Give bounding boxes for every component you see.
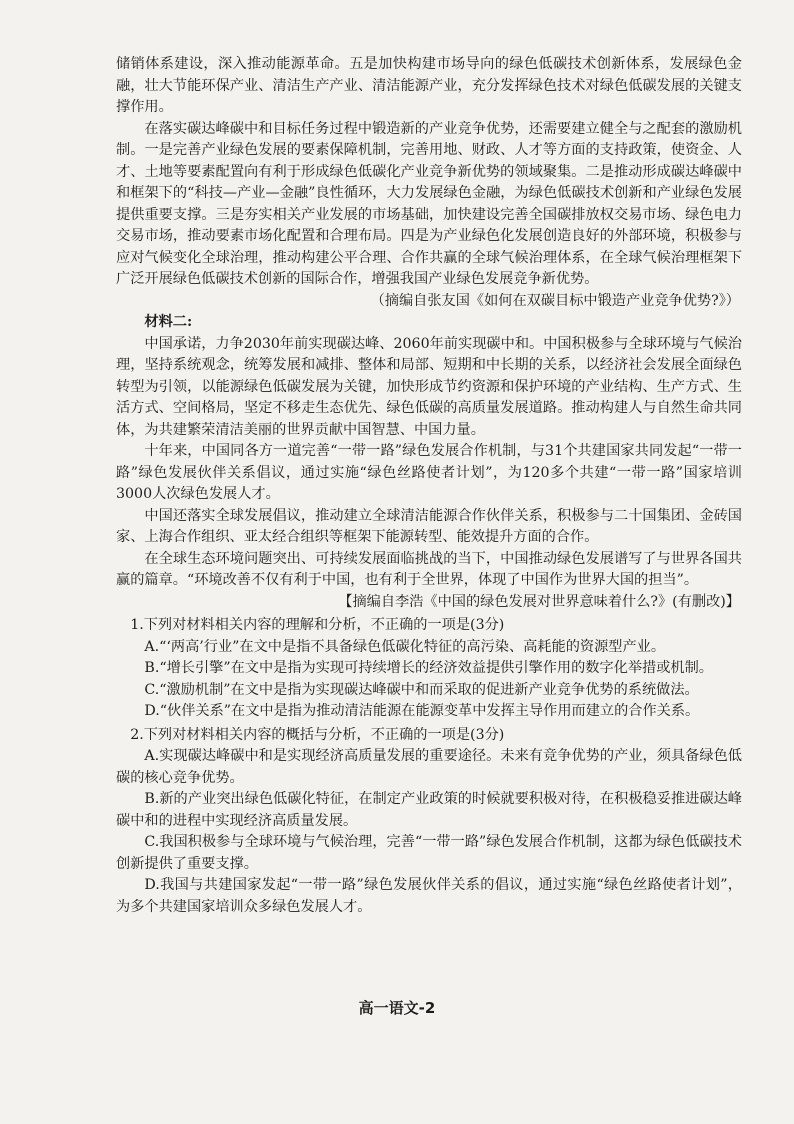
question-2-option-d: D.我国与共建国家发起“一带一路”绿色发展伙伴关系的倡议，通过实施“绿色丝路使者计划”，为多个共建国家培训众多绿色发展人才。 (116, 877, 742, 915)
question-1 (116, 615, 742, 723)
material2-paragraph-4: 在全球生态环境问题突出、可持续发展面临挑战的当下，中国推动绿色发展谱写了与世界各国共赢的篇章。“环境改善不仅有利于中国，也有利于全世界，体现了中国作为世界大国的担当”。 (116, 550, 742, 588)
material2-heading: 材料二: (144, 314, 193, 330)
question-1-option-a: A.“‘两高’行业”在文中是指不具备绿色低碳化特征的高污染、高耗能的资源型产业。 (144, 638, 666, 655)
question-2-option-b: B.新的产业突出绿色低碳化特征，在制定产业政策的时候就要积极对待，在积极稳妥推进碳达峰碳中和的进程中实现经济高质量发展。 (116, 791, 742, 829)
question-1-option-b: B.“增长引擎”在文中是指为实现可持续增长的经济效益提供引擎作用的数字化举措或机制。 (144, 660, 713, 676)
question-2-option-a: A.实现碳达峰碳中和是实现经济高质量发展的重要途径。未来有竞争优势的产业，须具备绿色低碳的核心竞争优势。 (116, 748, 742, 786)
material1-paragraph-1: 储销体系建设，深入推动能源革命。五是加快构建市场导向的绿色低碳技术创新体系，发展绿色金融，壮大节能环保产业、清洁生产产业、清洁能源产业，充分发挥绿色技术对绿色低碳发展的关键支撑作用。 (116, 56, 742, 115)
material2-paragraph-3: 中国还落实全球发展倡议，推动建立全球清洁能源合作伙伴关系，积极参与二十国集团、金砖国家、上海合作组织、亚太经合组织等框架下能源转型、能效提升方面的合作。 (116, 507, 742, 545)
page-footer: 高一语文-2 (358, 999, 436, 1017)
question-2-stem: 2.下列对材料相关内容的概括与分析，不正确的一项是(3分) (130, 726, 505, 743)
material2-paragraph-1: 中国承诺，力争2030年前实现碳达峰、2060年前实现碳中和。中国积极参与全球环境与气候治理，坚持系统观念，统筹发展和减排、整体和局部、短期和中长期的关系，以经济社会发展全面绿色转型为引领，以能源绿色低碳发展为关键，加快形成节约资源和保护环境的产业结构、生产方式、生活方式、空间格局，坚定不移走生态优先、绿色低碳的高质量发展道路。推动构建人与自然生命共同体，为共建繁荣清洁美丽的世界贡献中国智慧、中国力量。 (116, 335, 742, 438)
material1-source: （摘编自张友国《如何在双碳目标中锻造产业竞争优势?》） (370, 292, 740, 309)
material2-paragraph-2: 十年来，中国同各方一道完善“一带一路”绿色发展合作机制，与31个共建国家共同发起“一带一路”绿色发展伙伴关系倡议，通过实施“绿色丝路使者计划”，为120多个共建“一带一路”国家培训3000人次绿色发展人才。 (116, 443, 742, 502)
material2-source: 【摘编自李浩《中国的绿色发展对世界意味着什么?》(有删改)】 (338, 593, 740, 610)
question-2 (116, 725, 742, 919)
question-1-stem: 1.下列对材料相关内容的理解和分析，不正确的一项是(3分) (130, 617, 505, 633)
page-content (116, 54, 742, 918)
question-1-option-d: D.“伙伴关系”在文中是指为推动清洁能源在能源变革中发挥主导作用而建立的合作关系。 (144, 703, 700, 719)
question-1-option-c: C.“激励机制”在文中是指为实现碳达峰碳中和而采取的促进新产业竞争优势的系统做法。 (144, 681, 699, 698)
question-2-option-c: C.我国积极参与全球环境与气候治理，完善“一带一路”绿色发展合作机制，这都为绿色低碳技术创新提供了重要支撑。 (116, 834, 742, 872)
material1-paragraph-2: 在落实碳达峰碳中和目标任务过程中锻造新的产业竞争优势，还需要建立健全与之配套的激励机制。一是完善产业绿色发展的要素保障机制，完善用地、财政、人才等方面的支持政策，使资金、人才、土地等要素配置向有利于形成绿色低碳化产业竞争新优势的领域聚集。二是推动形成碳达峰碳中和框架下的“科技—产业—金融”良性循环，大力发展绿色金融，为绿色低碳技术创新和产业绿色发展提供重要支撑。三是夯实相关产业发展的市场基础，加快建设完善全国碳排放权交易市场、绿色电力交易市场，推动要素市场化配置和合理布局。四是为产业绿色化发展创造良好的外部环境，积极参与应对气候变化全球治理，推动构建公平合理、合作共赢的全球气候治理体系，在全球气候治理框架下广泛开展绿色低碳技术创新的国际合作，增强我国产业绿色发展竞争新优势。 (116, 120, 742, 287)
